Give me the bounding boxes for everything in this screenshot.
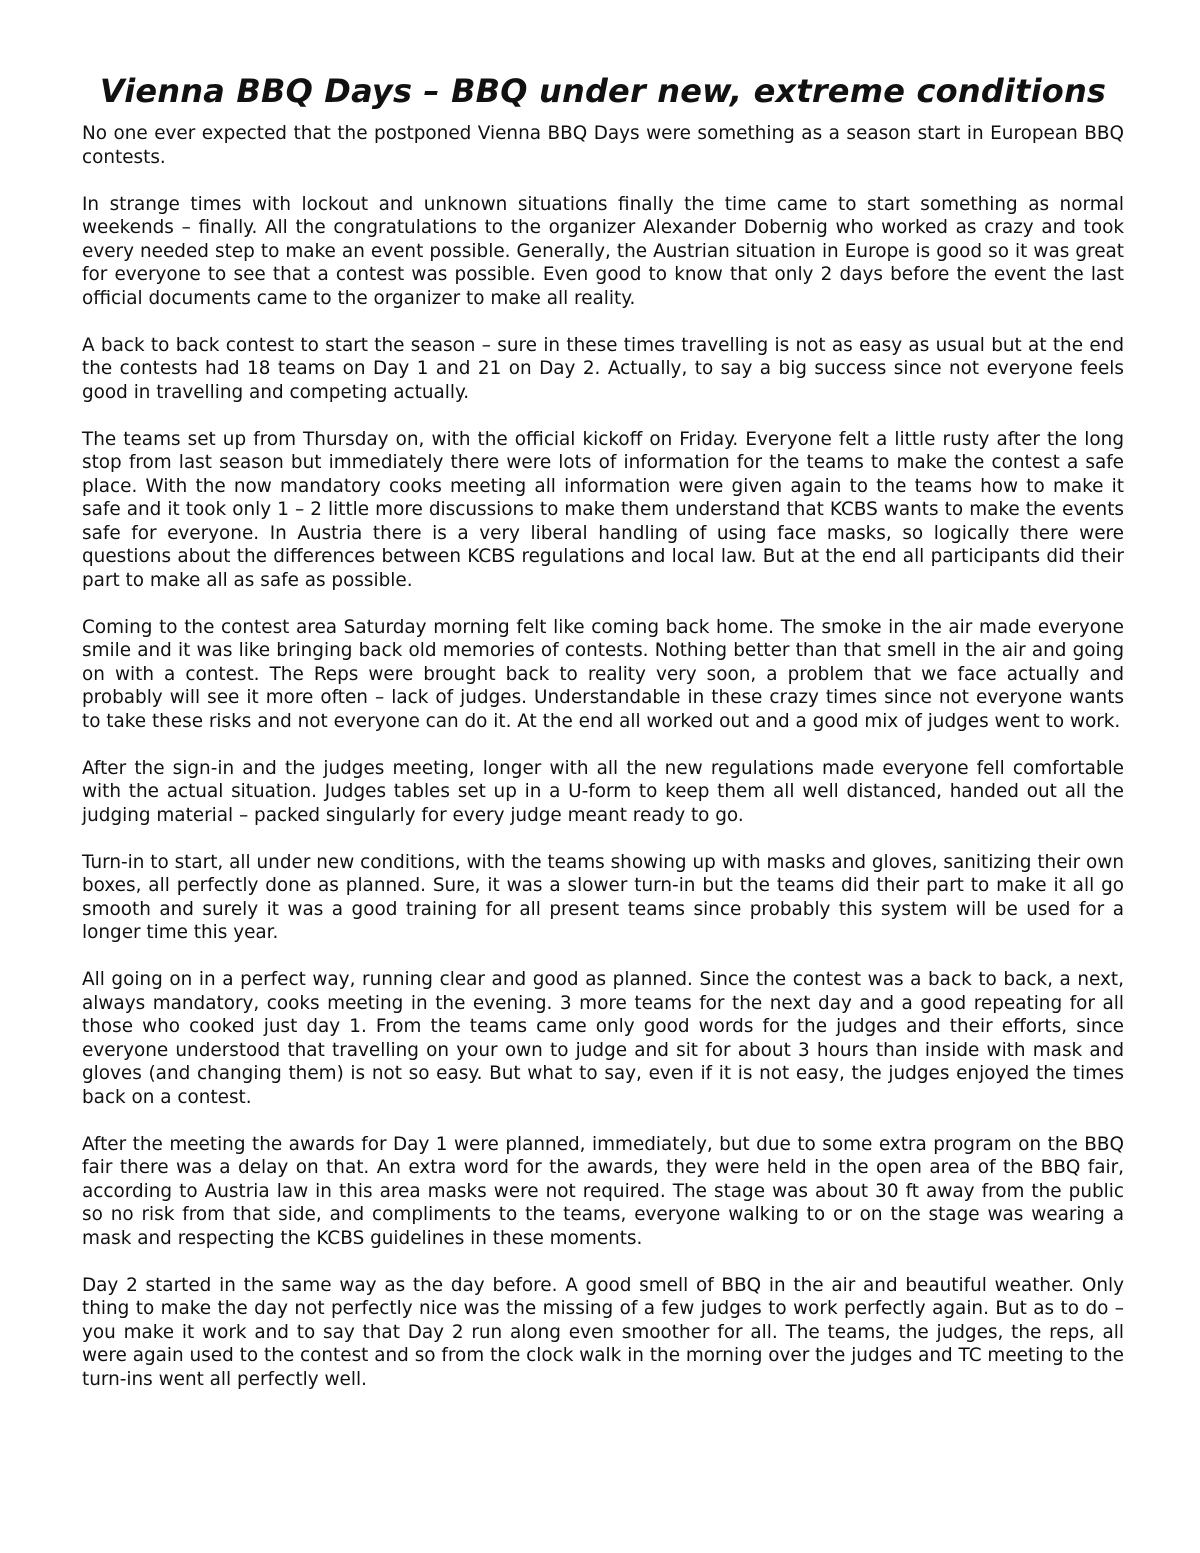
paragraph-back-to-back: A back to back contest to start the season – sure in these times travelling is not as easy as usual but at the end the contests had 18 teams on Day 1 and 21 on Day 2. Actually, to say a big success since not everyone feels good in travelling and competing actually. [82, 334, 1124, 403]
article-title: Vienna BBQ Days – BBQ under new, extreme conditions [99, 72, 1107, 110]
paragraph-intro: No one ever expected that the postponed Vienna BBQ Days were something as a season start in European BBQ contests. [82, 123, 1124, 168]
paragraph-setup: The teams set up from Thursday on, with the official kickoff on Friday. Everyone felt a little rusty after the long stop from last season but immediately there were lots of information for the teams to make the contest a safe place. With the now mandatory cooks meeting all information were given again to the teams how to make it safe and it took only 1 – 2 little more discussions to make them understand that KCBS wants to make the events safe for everyone. In Austria there is a very liberal handling of using face masks, so logically there were questions about the differences between KCBS regulations and local law. But at the end all participants did their part to make all as safe as possible. [82, 428, 1124, 591]
paragraph-cooks-meeting: All going on in a perfect way, running clear and good as planned. Since the contest was a back to back, a next, always mandatory, cooks meeting in the evening. 3 more teams for the next day and a good repeating for all those who cooked just day 1. From the teams came only good words for the judges and their efforts, since everyone understood that travelling on your own to judge and sit for about 3 hours than inside with mask and gloves (and changing them) is not so easy. But what to say, even if it is not easy, the judges enjoyed the times back on a contest. [82, 969, 1124, 1108]
article [82, 70, 1124, 1415]
paragraph-awards: After the meeting the awards for Day 1 were planned, immediately, but due to some extra program on the BBQ fair there was a delay on that. An extra word for the awards, they were held in the open area of the BBQ fair, according to Austria law in this area masks were not required. The stage was about 30 ft away from the public so no risk from that side, and compliments to the teams, everyone walking to or on the stage was wearing a mask and respecting the KCBS guidelines in these moments. [82, 1133, 1124, 1249]
paragraph-turn-in: Turn-in to start, all under new conditions, with the teams showing up with masks and gloves, sanitizing their own boxes, all perfectly done as planned. Sure, it was a slower turn-in but the teams did their part to make it all go smooth and surely it was a good training for all present teams since probably this system will be used for a longer time this year. [82, 851, 1124, 943]
paragraph-day-2: Day 2 started in the same way as the day before. A good smell of BBQ in the air and beautiful weather. Only thing to make the day not perfectly nice was the missing of a few judges to work perfectly again. But as to do – you make it work and to say that Day 2 run along even smoother for all. The teams, the judges, the reps, all were again used to the contest and so from the clock walk in the morning over the judges and TC meeting to the turn-ins went all perfectly well. [82, 1274, 1124, 1390]
paragraph-organizer: In strange times with lockout and unknown situations finally the time came to start something as normal weekends – finally. All the congratulations to the organizer Alexander Dobernig who worked as crazy and took every needed step to make an event possible. Generally, the Austrian situation in Europe is good so it was great for everyone to see that a contest was possible. Even good to know that only 2 days before the event the last official documents came to the organizer to make all reality. [82, 193, 1124, 309]
paragraph-saturday: Coming to the contest area Saturday morning felt like coming back home. The smoke in the air made everyone smile and it was like bringing back old memories of contests. Nothing better than that smell in the air and going on with a contest. The Reps were brought back to reality very soon, a problem that we face actually and probably will see it more often – lack of judges. Understandable in these crazy times since not everyone wants to take these risks and not everyone can do it. At the end all worked out and a good mix of judges went to work. [82, 616, 1124, 732]
paragraph-judges-meeting: After the sign-in and the judges meeting, longer with all the new regulations made everyone fell comfortable with the actual situation. Judges tables set up in a U-form to keep them all well distanced, handed out all the judging material – packed singularly for every judge meant ready to go. [82, 757, 1124, 826]
